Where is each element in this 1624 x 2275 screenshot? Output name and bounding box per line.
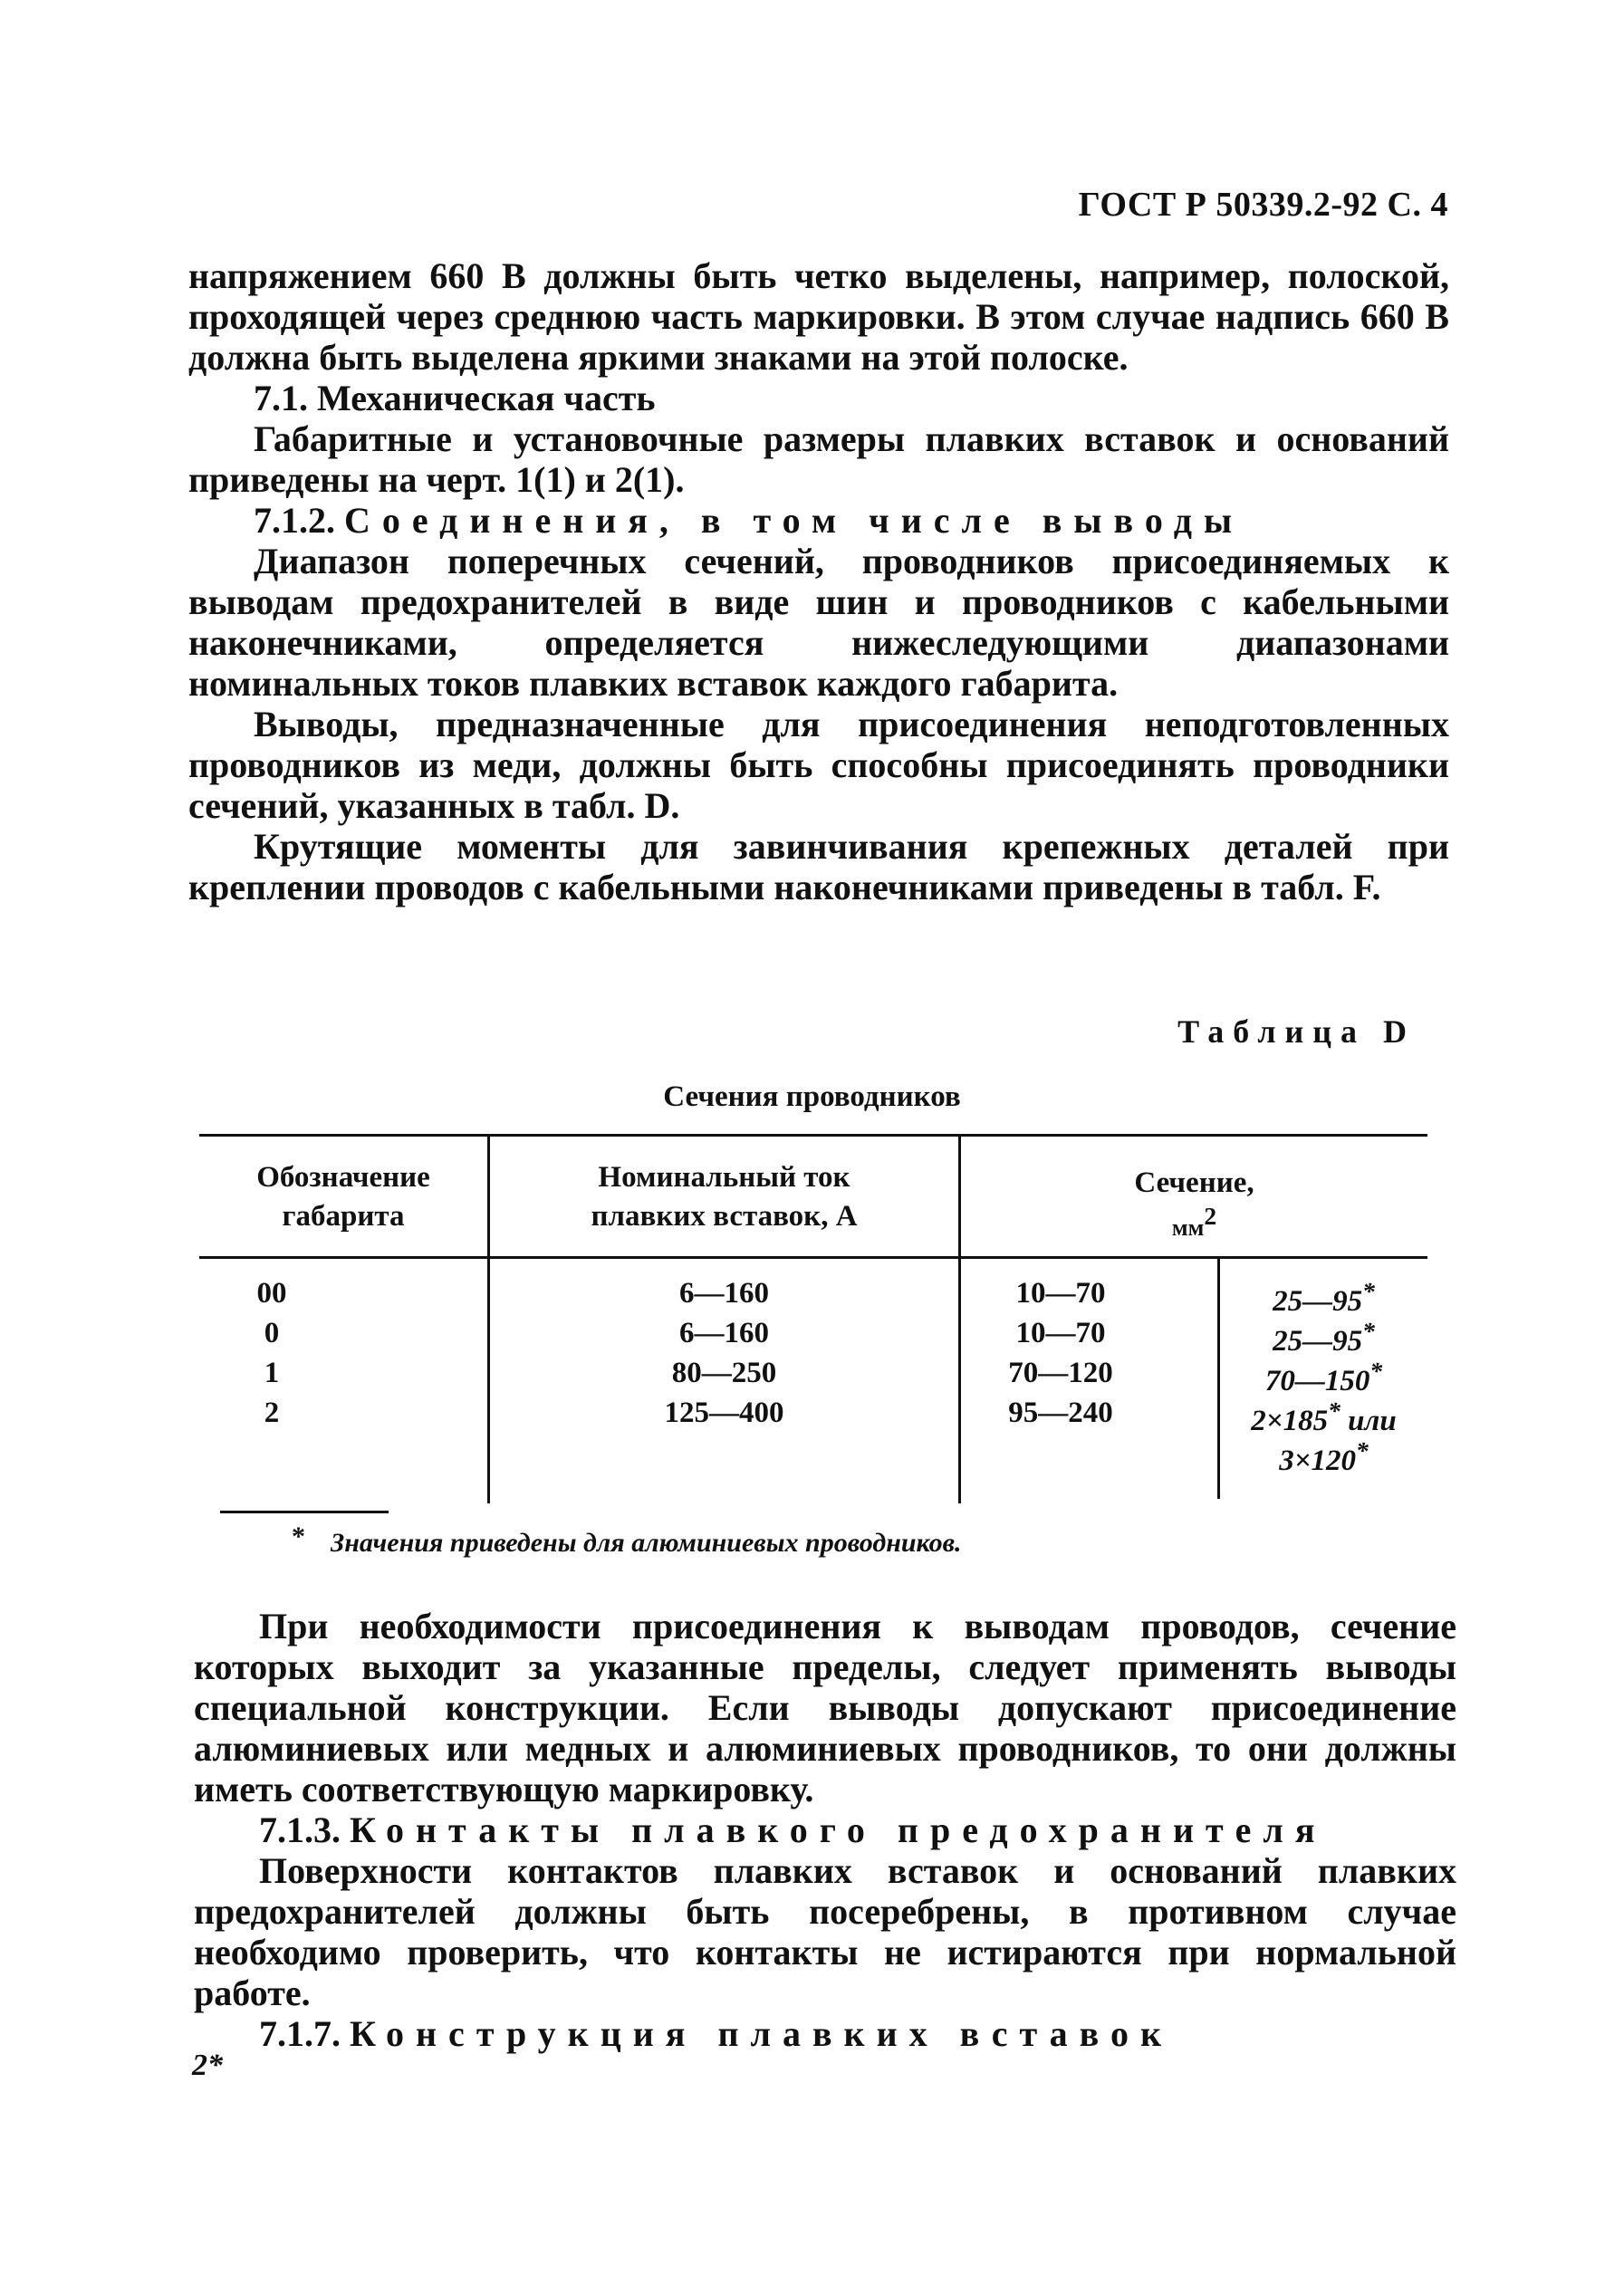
table-footnote: Значения приведены для алюминиевых проводников.: [331, 1528, 962, 1558]
section-title: Контакты плавкого предохранителя: [350, 1809, 1327, 1850]
body-text-bottom: [194, 1606, 1456, 2054]
cell-aluminium-line2-value: 3×120: [1279, 1445, 1357, 1477]
section-heading-7-1-7: [194, 2013, 1456, 2054]
table-title: Сечения проводников: [663, 1080, 961, 1113]
header-size-line1: Обозначение: [256, 1161, 430, 1194]
section-number: 7.1.2.: [254, 500, 335, 541]
cell-size: 00: [256, 1277, 287, 1310]
cell-aluminium-mark: *: [1362, 1317, 1375, 1345]
page-signature-mark: 2*: [192, 2049, 223, 2082]
cell-aluminium-suffix: или: [1340, 1405, 1397, 1437]
section-number: 7.1.3.: [259, 1809, 341, 1850]
cell-size: 0: [264, 1317, 280, 1349]
paragraph-continuation: напряжением 660 В должны быть четко выделены, например, полоской, проходящей через среднюю часть маркировки. В этом случае надпись 660 В должна быть выделена яркими знаками на этой полоске.: [188, 255, 1449, 378]
header-size-line2: габарита: [282, 1200, 405, 1233]
cell-aluminium: [1220, 1277, 1427, 1319]
header-section-unit-sup: 2: [1204, 1202, 1217, 1230]
cell-current: 6—160: [679, 1317, 769, 1349]
cell-copper: 70—120: [1008, 1357, 1113, 1389]
paragraph-terminals: Выводы, предназначенные для присоединения неподготовленных проводников из меди, должны быть способны присоединять проводники сечений, указанных в табл. D.: [188, 704, 1449, 826]
page-header: ГОСТ Р 50339.2-92 С. 4: [1078, 186, 1448, 224]
table-label: Таблица D: [1177, 1013, 1416, 1050]
table-header-rule: [199, 1256, 1427, 1259]
paragraph-torque: Крутящие моменты для завинчивания крепежных деталей при креплении проводов с кабельными наконечниками приведены в табл. F.: [188, 826, 1449, 907]
header-current: [490, 1161, 958, 1233]
section-number: 7.1.7.: [259, 2013, 341, 2054]
cell-copper: 10—70: [1015, 1277, 1106, 1310]
header-section-unit-text: мм: [1171, 1214, 1205, 1241]
header-section: [961, 1166, 1427, 1243]
section-title: Соединения, в том числе выводы: [344, 500, 1244, 541]
cell-size: 2: [264, 1397, 280, 1429]
cell-copper: 95—240: [1008, 1397, 1113, 1429]
section-heading-7-1: 7.1. Механическая часть: [254, 378, 656, 418]
cell-current: 6—160: [679, 1277, 769, 1310]
paragraph-contacts: Поверхности контактов плавких вставок и оснований плавких предохранителей должны быть посеребрены, в противном случае необходимо проверить, что контакты не истираются при нормальной работе.: [194, 1850, 1456, 2013]
header-size: [199, 1161, 487, 1233]
header-section-unit: [961, 1202, 1427, 1243]
header-current-line2: плавких вставок, А: [591, 1200, 858, 1233]
cell-aluminium-mark: *: [1328, 1397, 1341, 1425]
cell-aluminium: [1220, 1317, 1427, 1358]
section-heading-7-1-3: [194, 1809, 1456, 1850]
cell-current: 80—250: [671, 1357, 777, 1389]
cell-aluminium-mark: *: [1369, 1357, 1383, 1385]
cell-aluminium-value: 25—95: [1273, 1325, 1363, 1358]
cell-aluminium: [1220, 1357, 1427, 1398]
paragraph-cross-sections: Диапазон поперечных сечений, проводников присоединяемых к выводам предохранителей в виде шин и проводников с кабельными наконечниками, определяется нижеследующими диапазонами номинальных токов плавких вставок каждого габарита.: [188, 541, 1449, 704]
cell-size: 1: [264, 1357, 280, 1389]
footnote-mark: *: [292, 1521, 305, 1551]
paragraph-dimensions: Габаритные и установочные размеры плавких вставок и оснований приведены на черт. 1(1) и 2(1).: [188, 418, 1449, 500]
conductor-section-table: [199, 1134, 1427, 1503]
footnote-rule: [220, 1511, 389, 1513]
cell-aluminium: [1220, 1397, 1427, 1438]
cell-aluminium-value: 2×185: [1251, 1405, 1329, 1437]
cell-aluminium-line2-mark: *: [1356, 1436, 1369, 1464]
body-text-top: [188, 255, 1449, 907]
section-title: Конструкция плавких вставок: [350, 2013, 1173, 2054]
cell-current: 125—400: [664, 1397, 784, 1429]
header-section-line1: Сечение,: [1134, 1166, 1254, 1199]
cell-aluminium-line2: [1220, 1436, 1427, 1478]
cell-aluminium-value: 25—95: [1273, 1285, 1363, 1318]
cell-aluminium-mark: *: [1362, 1277, 1375, 1305]
paragraph-special-terminals: При необходимости присоединения к выводам проводов, сечение которых выходит за указанные пределы, следует применять выводы специальной конструкции. Если выводы допускают присоединение алюминиевых или медных и алюминиевых проводников, то они должны иметь соответствующую маркировку.: [194, 1606, 1456, 1809]
table-top-rule: [199, 1134, 1427, 1137]
cell-aluminium-value: 70—150: [1264, 1365, 1370, 1397]
section-heading-7-1-2: [188, 500, 1449, 541]
header-current-line1: Номинальный ток: [598, 1161, 850, 1194]
cell-copper: 10—70: [1015, 1317, 1106, 1349]
